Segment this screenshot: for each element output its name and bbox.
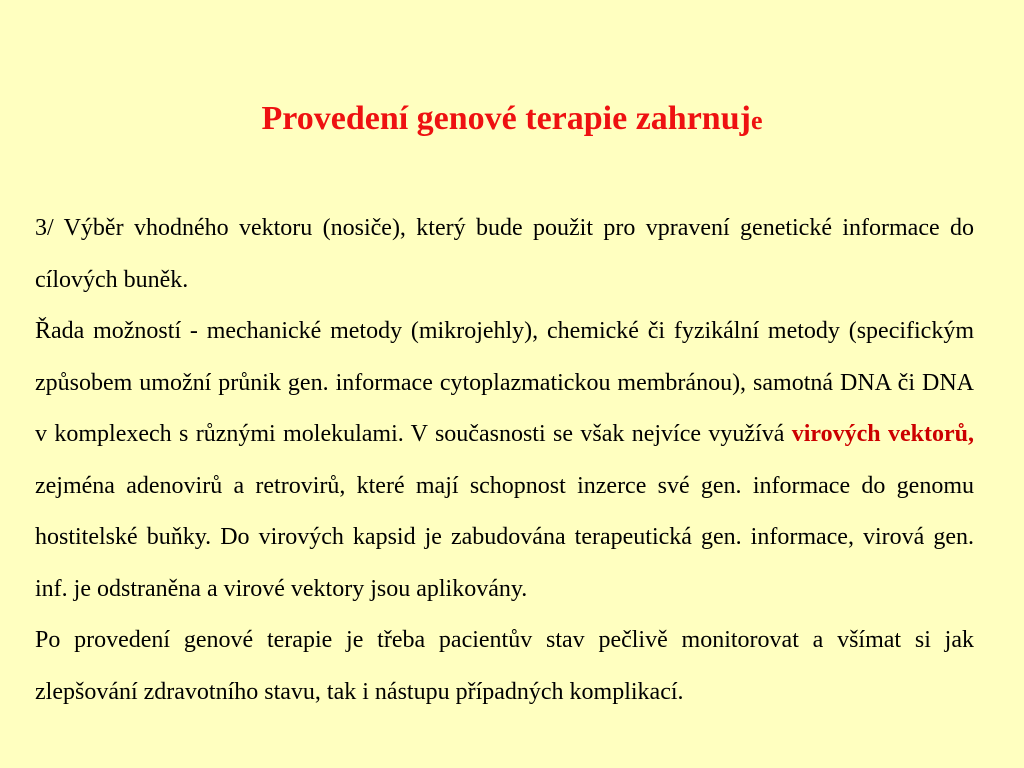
- title-main-text: Provedení genové terapie zahrnuj: [261, 100, 751, 137]
- slide-title: [0, 98, 1024, 142]
- paragraph-methods-text: Řada možností - mechanické metody (mikrojehly), chemické či fyzikální metody (specifickým způsobem umožní průnik gen. informace cytoplazmatickou membránou), samotná DNA či DNA v komplexech s různými molekulami. V současnosti se však nejvíce využívá: [35, 318, 974, 447]
- paragraph-viral-text: zejména adenovirů a retrovirů, které mají schopnost inzerce své gen. informace do genomu hostitelské buňky. Do virových kapsid je zabudována terapeutická gen. informace, virová gen. inf. je odstraněna a virové vektory jsou aplikovány.: [35, 472, 974, 602]
- title-suffix-text: e: [750, 106, 763, 135]
- viral-vectors-highlight: virových vektorů,: [791, 421, 974, 447]
- paragraph-vector-selection: 3/ Výběr vhodného vektoru (nosiče), který bude použit pro vpravení genetické informace do cílových buněk.: [35, 215, 974, 293]
- slide-body: [35, 203, 974, 718]
- paragraph-monitoring: Po provedení genové terapie je třeba pacientův stav pečlivě monitorovat a všímat si jak zlepšování zdravotního stavu, tak i nástupu případných komplikací.: [35, 627, 974, 705]
- paragraph-delivery-methods: [35, 306, 974, 615]
